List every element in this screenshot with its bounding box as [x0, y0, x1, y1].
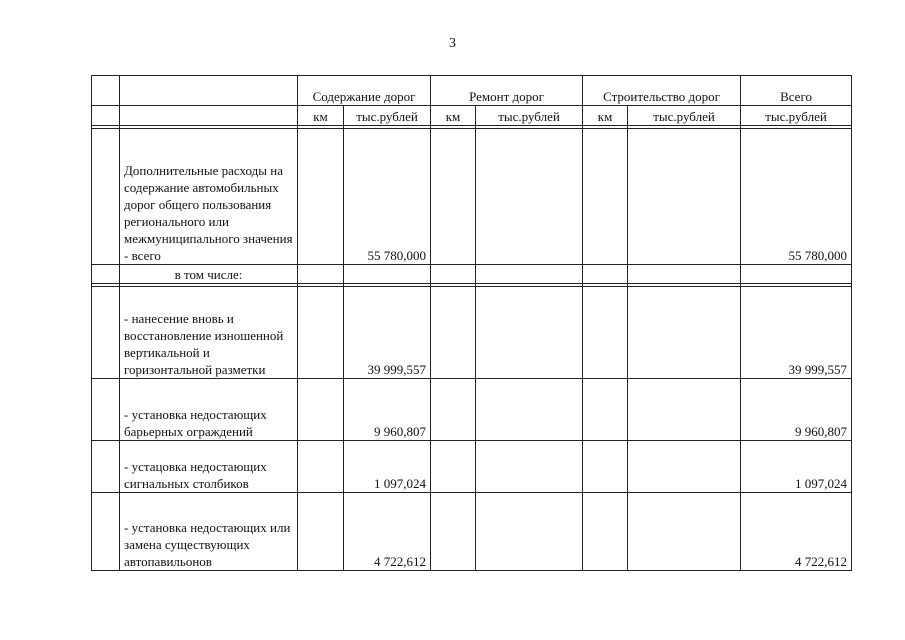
table-row	[92, 129, 852, 265]
unit-maint-km: км	[298, 106, 344, 126]
table-row	[92, 493, 852, 571]
row-desc: - установка недостающих барьерных ограждений	[120, 379, 298, 441]
header-construction: Строительство дорог	[583, 76, 741, 106]
unit-constr-rub: тыс.рублей	[628, 106, 741, 126]
row-maint-rub: 1 097,024	[344, 441, 431, 493]
unit-index-cell	[92, 106, 120, 126]
header-row-units	[92, 106, 852, 126]
header-desc-cell	[120, 76, 298, 106]
page-number: 3	[449, 36, 456, 51]
row-maint-rub: 55 780,000	[344, 129, 431, 265]
header-index-cell	[92, 76, 120, 106]
budget-table	[91, 75, 852, 571]
row-maint-rub: 9 960,807	[344, 379, 431, 441]
row-total-rub: 39 999,557	[741, 287, 852, 379]
table-row	[92, 265, 852, 284]
table-row	[92, 287, 852, 379]
header-total: Всего	[741, 76, 852, 106]
unit-desc-cell	[120, 106, 298, 126]
row-subhead: в том числе:	[120, 265, 298, 284]
unit-maint-rub: тыс.рублей	[344, 106, 431, 126]
table-row	[92, 379, 852, 441]
table-row	[92, 441, 852, 493]
row-desc: - нанесение вновь и восстановление изношенной вертикальной и горизонтальной разметки	[120, 287, 298, 379]
header-repair: Ремонт дорог	[431, 76, 583, 106]
row-maint-rub: 4 722,612	[344, 493, 431, 571]
header-row-groups	[92, 76, 852, 106]
row-total-rub: 4 722,612	[741, 493, 852, 571]
row-total-rub: 9 960,807	[741, 379, 852, 441]
row-desc: Дополнительные расходы на содержание автомобильных дорог общего пользования регионального или межмуниципального значения - всего	[120, 129, 298, 265]
row-total-rub: 55 780,000	[741, 129, 852, 265]
row-maint-rub: 39 999,557	[344, 287, 431, 379]
header-maintenance: Содержание дорог	[298, 76, 431, 106]
row-desc: - установка недостающих или замена существующих автопавильонов	[120, 493, 298, 571]
unit-constr-km: км	[583, 106, 628, 126]
unit-repair-km: км	[431, 106, 476, 126]
unit-total-rub: тыс.рублей	[741, 106, 852, 126]
row-total-rub: 1 097,024	[741, 441, 852, 493]
unit-repair-rub: тыс.рублей	[476, 106, 583, 126]
row-desc: - устацовка недостающих сигнальных столбиков	[120, 441, 298, 493]
